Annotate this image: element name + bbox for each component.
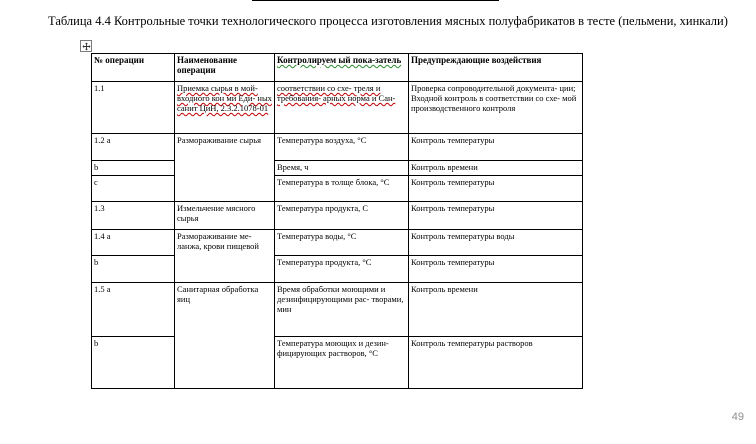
cell-action: Контроль температуры воды bbox=[409, 230, 583, 256]
table-row bbox=[92, 134, 583, 161]
cell-action: Контроль температуры bbox=[409, 202, 583, 230]
control-points-table bbox=[91, 53, 583, 389]
cell-parameter: Температура продукта, °С bbox=[275, 256, 409, 283]
cell-parameter: Температура продукта, С bbox=[275, 202, 409, 230]
cell-parameter: соответствии со схе- треля и требования- арных норма и Сан- bbox=[275, 82, 409, 134]
table-row bbox=[92, 283, 583, 337]
cell-operation-no: b bbox=[92, 337, 175, 389]
cell-operation-no: 1.5 а bbox=[92, 283, 175, 337]
cell-parameter: Температура моющих и дезин- фицирующих растворов, °С bbox=[275, 337, 409, 389]
top-rule bbox=[252, 0, 499, 1]
cell-operation-no: b bbox=[92, 256, 175, 283]
table-caption: Таблица 4.4 Контрольные точки технологического процесса изготовления мясных полуфабрикатов в тесте (пельмени, хинкали) bbox=[48, 14, 728, 28]
cell-action: Контроль температуры bbox=[409, 176, 583, 202]
cell-operation-name: Санитарная обработка яиц bbox=[175, 283, 275, 389]
cell-operation-name: Измельчение мясного сырья bbox=[175, 202, 275, 230]
table-row bbox=[92, 161, 583, 176]
cell-action: Контроль времени bbox=[409, 161, 583, 176]
cell-parameter: Температура воздуха, °С bbox=[275, 134, 409, 161]
header-operation-no: № операции bbox=[92, 54, 175, 82]
table-row bbox=[92, 82, 583, 134]
page-number: 49 bbox=[731, 411, 744, 423]
cell-operation-no: b bbox=[92, 161, 175, 176]
cell-parameter: Температура воды, °С bbox=[275, 230, 409, 256]
cell-action: Проверка сопроводительной документа- ции; Входной контроль в соответствии со схе- мой производственного контроля bbox=[409, 82, 583, 134]
table-row bbox=[92, 230, 583, 256]
cell-action: Контроль температуры bbox=[409, 134, 583, 161]
cell-operation-no: c bbox=[92, 176, 175, 202]
header-row bbox=[92, 54, 583, 82]
cell-action: Контроль времени bbox=[409, 283, 583, 337]
cell-operation-name: Размораживание ме- ланжа, крови пищевой bbox=[175, 230, 275, 283]
cell-operation-no: 1.2 а bbox=[92, 134, 175, 161]
cell-action: Контроль температуры bbox=[409, 256, 583, 283]
table-row bbox=[92, 176, 583, 202]
header-operation-name: Наименование операции bbox=[175, 54, 275, 82]
header-parameter: Контролируем ый пока-затель bbox=[275, 54, 409, 82]
cell-parameter: Время, ч bbox=[275, 161, 409, 176]
table-row bbox=[92, 202, 583, 230]
cell-operation-no: 1.3 bbox=[92, 202, 175, 230]
table-row bbox=[92, 256, 583, 283]
header-action: Предупреждающие воздействия bbox=[409, 54, 583, 82]
cell-operation-name: Размораживание сырья bbox=[175, 134, 275, 202]
cell-operation-no: 1.4 а bbox=[92, 230, 175, 256]
table-row bbox=[92, 337, 583, 389]
cell-operation-no: 1.1 bbox=[92, 82, 175, 134]
move-arrows-icon bbox=[82, 42, 91, 51]
cell-operation-name: Приемка сырья в мой- входного кон ми Еди- ных санит ЦиН, 2.3.2.1078-01 bbox=[175, 82, 275, 134]
cell-action: Контроль температуры растворов bbox=[409, 337, 583, 389]
cell-parameter: Температура в толще блока, °С bbox=[275, 176, 409, 202]
table-move-handle[interactable] bbox=[80, 40, 92, 52]
cell-parameter: Время обработки моющими и дезинфицирующими рас- творами, мин bbox=[275, 283, 409, 337]
